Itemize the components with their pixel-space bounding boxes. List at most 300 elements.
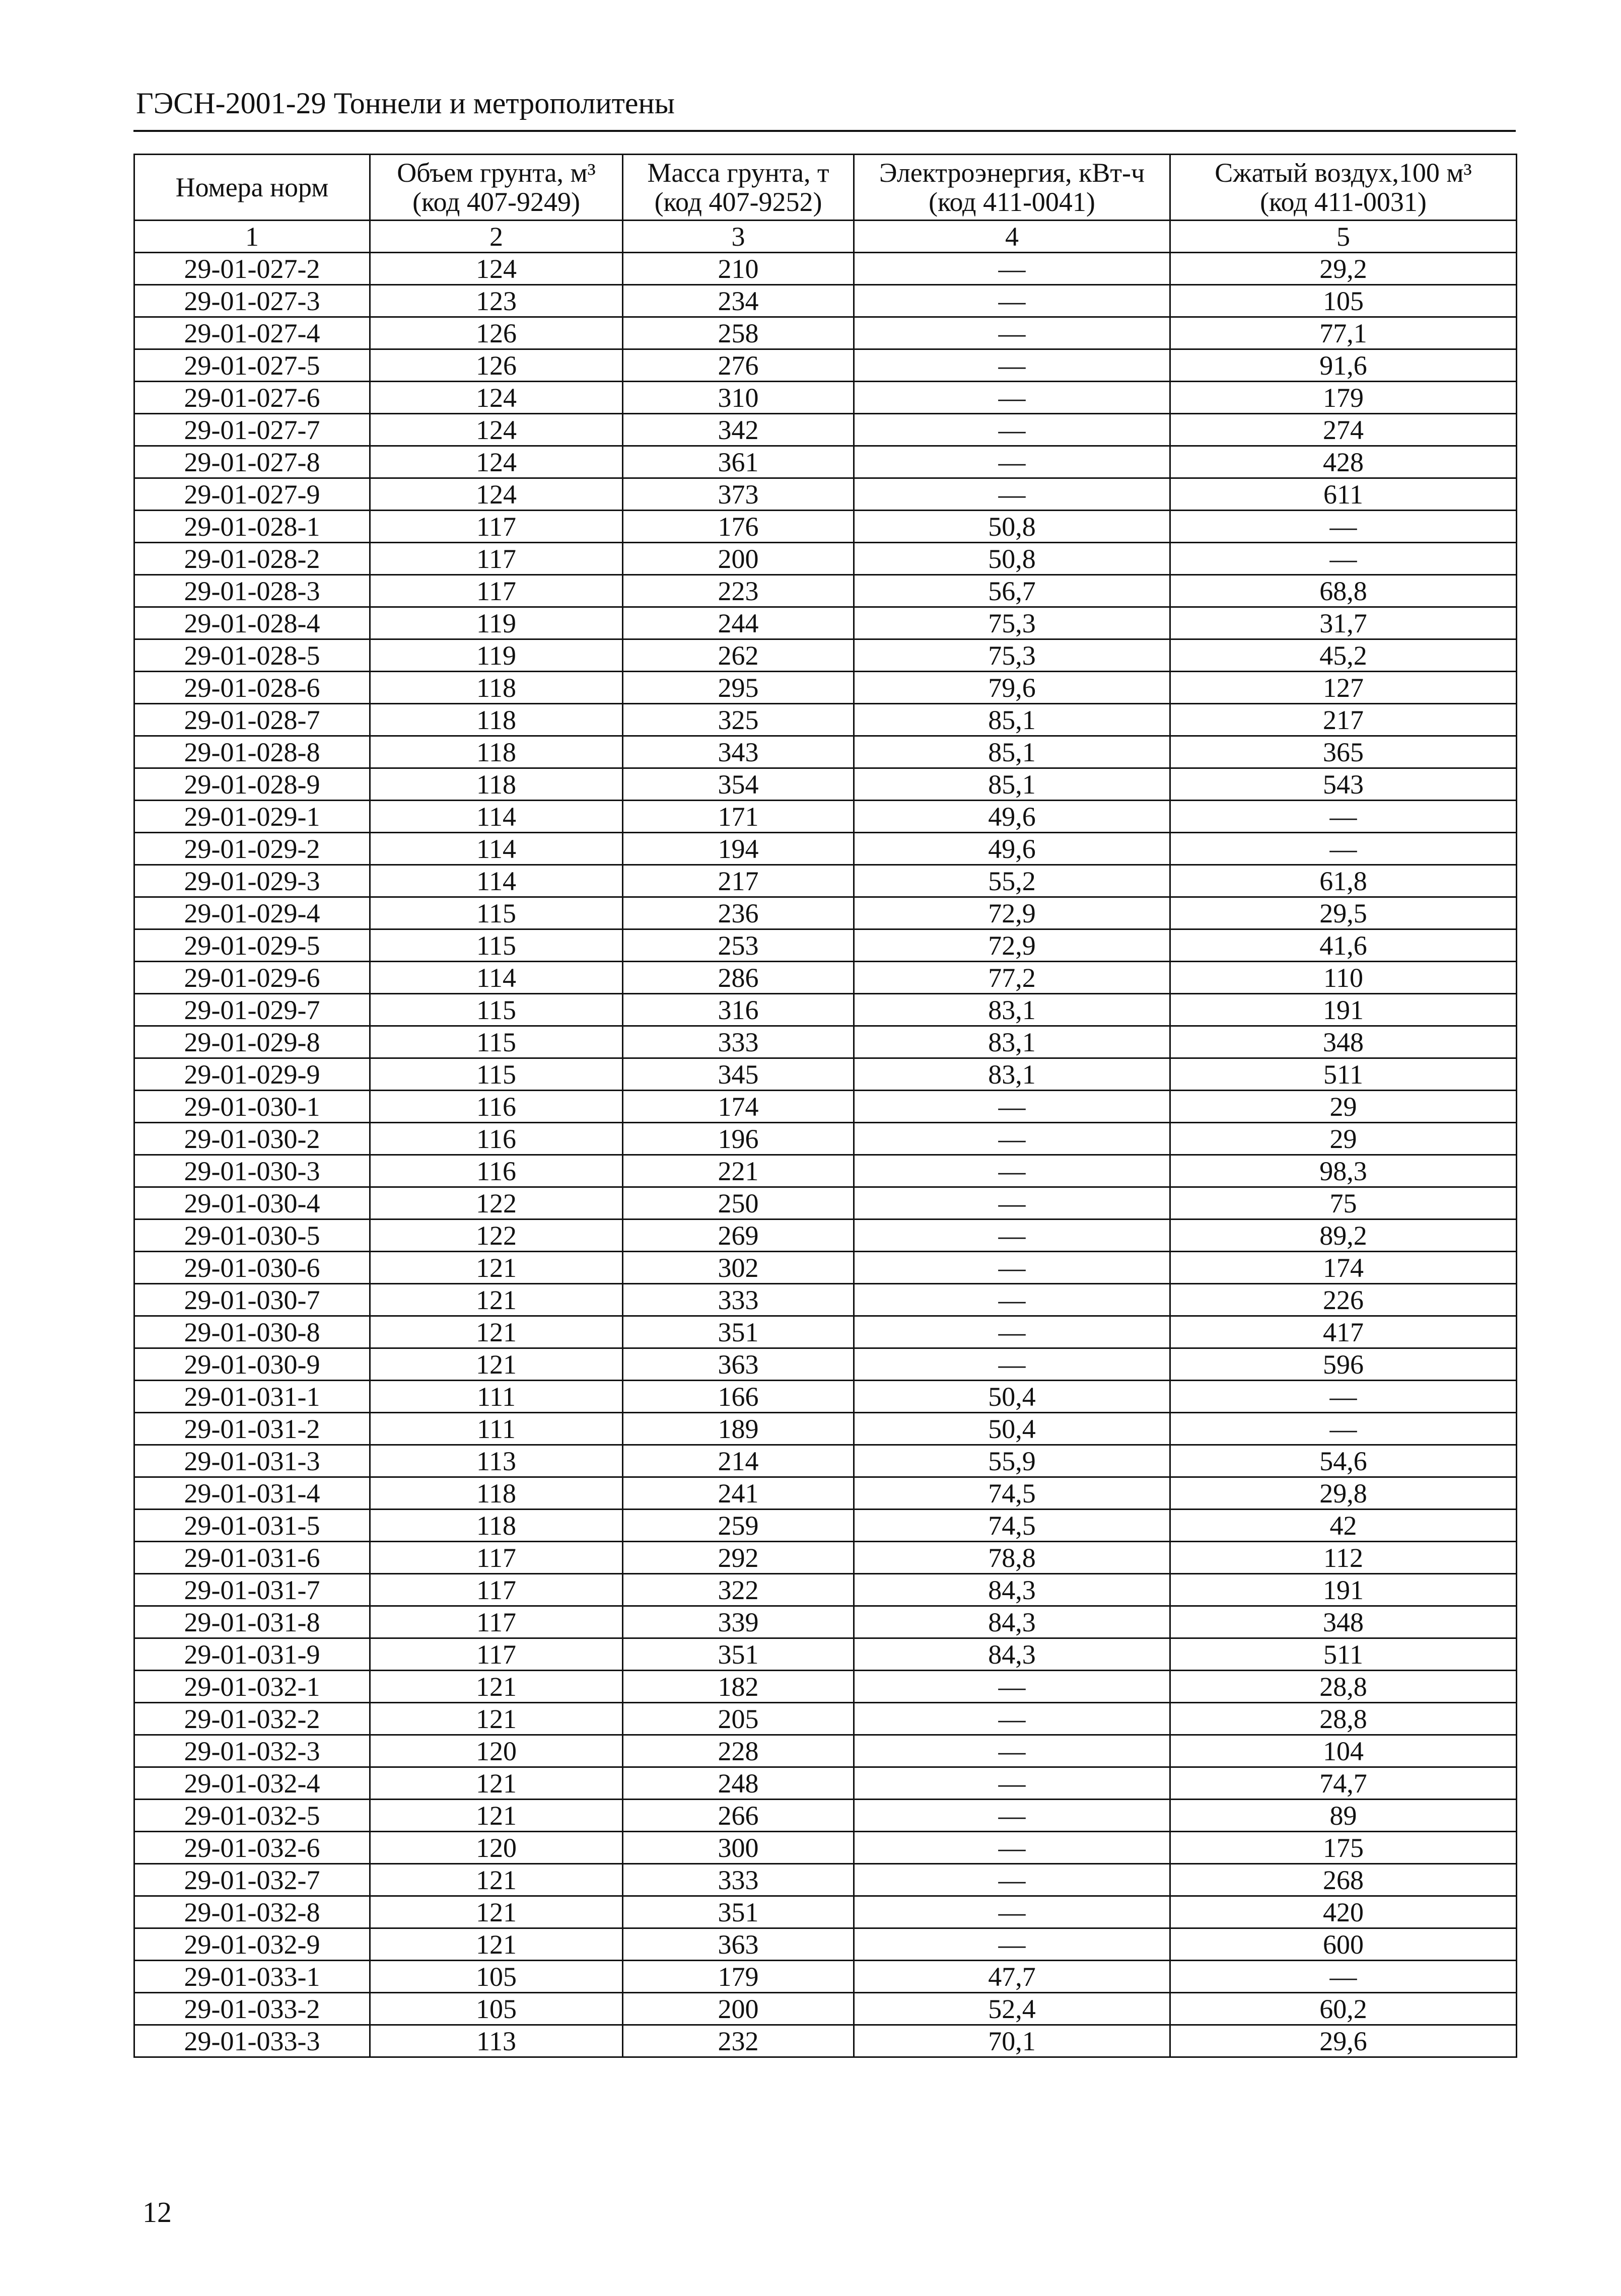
compressed-air-cell: 274	[1170, 414, 1517, 446]
norm-number-cell: 29-01-032-3	[134, 1735, 370, 1767]
soil-mass-cell: 351	[623, 1638, 854, 1671]
electricity-cell: 50,8	[854, 543, 1170, 575]
soil-mass-cell: 189	[623, 1413, 854, 1445]
compressed-air-cell: 42	[1170, 1510, 1517, 1542]
soil-mass-cell: 205	[623, 1703, 854, 1735]
electricity-cell: —	[854, 1316, 1170, 1348]
norm-number-cell: 29-01-028-1	[134, 511, 370, 543]
compressed-air-cell: 191	[1170, 1574, 1517, 1606]
compressed-air-cell: 77,1	[1170, 317, 1517, 349]
soil-volume-cell: 122	[370, 1187, 623, 1219]
norm-number-cell: 29-01-029-7	[134, 994, 370, 1026]
electricity-cell: —	[854, 1671, 1170, 1703]
soil-volume-cell: 122	[370, 1219, 623, 1252]
norm-number-cell: 29-01-032-4	[134, 1767, 370, 1800]
compressed-air-cell: 348	[1170, 1606, 1517, 1638]
compressed-air-cell: —	[1170, 1381, 1517, 1413]
soil-volume-cell: 115	[370, 1026, 623, 1058]
table-row	[134, 1993, 1517, 2025]
norms-table	[133, 154, 1517, 2058]
column-header-line1: Объем грунта, м³	[397, 157, 596, 188]
compressed-air-cell: 29,6	[1170, 2025, 1517, 2057]
soil-volume-cell: 114	[370, 865, 623, 897]
norm-number-cell: 29-01-032-2	[134, 1703, 370, 1735]
norm-number-cell: 29-01-030-4	[134, 1187, 370, 1219]
table-row	[134, 1510, 1517, 1542]
column-number: 2	[370, 221, 623, 253]
electricity-cell: 52,4	[854, 1993, 1170, 2025]
norm-number-cell: 29-01-031-8	[134, 1606, 370, 1638]
compressed-air-cell: 91,6	[1170, 349, 1517, 382]
compressed-air-cell: 179	[1170, 382, 1517, 414]
soil-mass-cell: 250	[623, 1187, 854, 1219]
compressed-air-cell: 417	[1170, 1316, 1517, 1348]
soil-volume-cell: 121	[370, 1316, 623, 1348]
soil-volume-cell: 114	[370, 962, 623, 994]
norm-number-cell: 29-01-032-9	[134, 1928, 370, 1961]
compressed-air-cell: 75	[1170, 1187, 1517, 1219]
compressed-air-cell: —	[1170, 1413, 1517, 1445]
soil-volume-cell: 111	[370, 1381, 623, 1413]
norm-number-cell: 29-01-031-1	[134, 1381, 370, 1413]
norm-number-cell: 29-01-030-5	[134, 1219, 370, 1252]
electricity-cell: 78,8	[854, 1542, 1170, 1574]
compressed-air-cell: 89	[1170, 1800, 1517, 1832]
soil-volume-cell: 120	[370, 1832, 623, 1864]
table-row	[134, 1058, 1517, 1091]
compressed-air-cell: 29	[1170, 1123, 1517, 1155]
compressed-air-cell: 28,8	[1170, 1671, 1517, 1703]
table-row	[134, 1735, 1517, 1767]
soil-mass-cell: 262	[623, 639, 854, 672]
compressed-air-cell: —	[1170, 543, 1517, 575]
soil-mass-cell: 179	[623, 1961, 854, 1993]
electricity-cell: —	[854, 1735, 1170, 1767]
compressed-air-cell: 28,8	[1170, 1703, 1517, 1735]
norm-number-cell: 29-01-033-1	[134, 1961, 370, 1993]
soil-mass-cell: 333	[623, 1864, 854, 1896]
electricity-cell: 79,6	[854, 672, 1170, 704]
soil-volume-cell: 114	[370, 833, 623, 865]
table-row	[134, 1928, 1517, 1961]
soil-volume-cell: 117	[370, 1638, 623, 1671]
column-number: 3	[623, 221, 854, 253]
electricity-cell: 74,5	[854, 1477, 1170, 1510]
soil-mass-cell: 333	[623, 1026, 854, 1058]
norm-number-cell: 29-01-029-3	[134, 865, 370, 897]
table-row	[134, 1638, 1517, 1671]
table-row	[134, 1219, 1517, 1252]
column-header-line1: Электроэнергия, кВт-ч	[879, 157, 1145, 188]
norm-number-cell: 29-01-031-9	[134, 1638, 370, 1671]
electricity-cell: 83,1	[854, 1026, 1170, 1058]
column-number: 1	[134, 221, 370, 253]
table-row	[134, 1348, 1517, 1381]
electricity-cell: —	[854, 478, 1170, 511]
table-row	[134, 543, 1517, 575]
electricity-cell: 47,7	[854, 1961, 1170, 1993]
soil-mass-cell: 166	[623, 1381, 854, 1413]
compressed-air-cell: —	[1170, 801, 1517, 833]
table-row	[134, 801, 1517, 833]
soil-mass-cell: 210	[623, 253, 854, 285]
soil-mass-cell: 325	[623, 704, 854, 736]
soil-mass-cell: 276	[623, 349, 854, 382]
soil-volume-cell: 117	[370, 511, 623, 543]
soil-volume-cell: 124	[370, 446, 623, 478]
electricity-cell: —	[854, 1864, 1170, 1896]
compressed-air-cell: 596	[1170, 1348, 1517, 1381]
table-row	[134, 317, 1517, 349]
norm-number-cell: 29-01-029-5	[134, 929, 370, 962]
norm-number-cell: 29-01-033-2	[134, 1993, 370, 2025]
soil-mass-cell: 259	[623, 1510, 854, 1542]
norm-number-cell: 29-01-028-4	[134, 607, 370, 639]
electricity-cell: —	[854, 1767, 1170, 1800]
electricity-cell: 49,6	[854, 833, 1170, 865]
compressed-air-cell: 104	[1170, 1735, 1517, 1767]
table-row	[134, 607, 1517, 639]
compressed-air-cell: 60,2	[1170, 1993, 1517, 2025]
soil-mass-cell: 176	[623, 511, 854, 543]
compressed-air-cell: 191	[1170, 994, 1517, 1026]
norm-number-cell: 29-01-030-2	[134, 1123, 370, 1155]
table-row	[134, 1381, 1517, 1413]
electricity-cell: —	[854, 1832, 1170, 1864]
column-header	[370, 155, 623, 221]
compressed-air-cell: 511	[1170, 1058, 1517, 1091]
table-row	[134, 929, 1517, 962]
soil-volume-cell: 105	[370, 1961, 623, 1993]
soil-mass-cell: 292	[623, 1542, 854, 1574]
table-row	[134, 1284, 1517, 1316]
compressed-air-cell: 41,6	[1170, 929, 1517, 962]
compressed-air-cell: 61,8	[1170, 865, 1517, 897]
electricity-cell: 55,2	[854, 865, 1170, 897]
compressed-air-cell: 511	[1170, 1638, 1517, 1671]
compressed-air-cell: 348	[1170, 1026, 1517, 1058]
table-row	[134, 736, 1517, 768]
norm-number-cell: 29-01-030-9	[134, 1348, 370, 1381]
table-row	[134, 446, 1517, 478]
header-rule	[133, 130, 1516, 132]
soil-mass-cell: 361	[623, 446, 854, 478]
norm-number-cell: 29-01-031-2	[134, 1413, 370, 1445]
norm-number-cell: 29-01-031-3	[134, 1445, 370, 1477]
column-header	[623, 155, 854, 221]
soil-mass-cell: 228	[623, 1735, 854, 1767]
soil-volume-cell: 115	[370, 1058, 623, 1091]
norm-number-cell: 29-01-030-6	[134, 1252, 370, 1284]
norm-number-cell: 29-01-027-3	[134, 285, 370, 317]
compressed-air-cell: 420	[1170, 1896, 1517, 1928]
compressed-air-cell: —	[1170, 511, 1517, 543]
column-number: 4	[854, 221, 1170, 253]
electricity-cell: 50,4	[854, 1381, 1170, 1413]
soil-mass-cell: 310	[623, 382, 854, 414]
column-header-line1: Сжатый воздух,100 м³	[1215, 157, 1472, 188]
electricity-cell: —	[854, 1091, 1170, 1123]
soil-mass-cell: 345	[623, 1058, 854, 1091]
compressed-air-cell: 29,8	[1170, 1477, 1517, 1510]
table-row	[134, 1800, 1517, 1832]
soil-volume-cell: 118	[370, 704, 623, 736]
electricity-cell: —	[854, 1928, 1170, 1961]
compressed-air-cell: 428	[1170, 446, 1517, 478]
compressed-air-cell: 112	[1170, 1542, 1517, 1574]
table-row	[134, 285, 1517, 317]
table-row	[134, 1767, 1517, 1800]
norm-number-cell: 29-01-029-9	[134, 1058, 370, 1091]
norm-number-cell: 29-01-029-8	[134, 1026, 370, 1058]
column-header-line1: Номера норм	[175, 172, 329, 202]
norm-number-cell: 29-01-027-2	[134, 253, 370, 285]
soil-mass-cell: 351	[623, 1316, 854, 1348]
norm-number-cell: 29-01-029-4	[134, 897, 370, 929]
table-row	[134, 962, 1517, 994]
soil-volume-cell: 123	[370, 285, 623, 317]
soil-volume-cell: 119	[370, 639, 623, 672]
soil-mass-cell: 174	[623, 1091, 854, 1123]
compressed-air-cell: 31,7	[1170, 607, 1517, 639]
compressed-air-cell: 543	[1170, 768, 1517, 801]
soil-volume-cell: 121	[370, 1767, 623, 1800]
soil-mass-cell: 351	[623, 1896, 854, 1928]
soil-volume-cell: 126	[370, 349, 623, 382]
electricity-cell: —	[854, 317, 1170, 349]
soil-mass-cell: 194	[623, 833, 854, 865]
table-row	[134, 253, 1517, 285]
table-body	[134, 253, 1517, 2057]
soil-volume-cell: 124	[370, 414, 623, 446]
soil-mass-cell: 248	[623, 1767, 854, 1800]
electricity-cell: 85,1	[854, 704, 1170, 736]
compressed-air-cell: 89,2	[1170, 1219, 1517, 1252]
soil-mass-cell: 269	[623, 1219, 854, 1252]
norm-number-cell: 29-01-029-1	[134, 801, 370, 833]
soil-volume-cell: 116	[370, 1123, 623, 1155]
norm-number-cell: 29-01-031-4	[134, 1477, 370, 1510]
compressed-air-cell: 68,8	[1170, 575, 1517, 607]
electricity-cell: —	[854, 446, 1170, 478]
norm-number-cell: 29-01-032-1	[134, 1671, 370, 1703]
soil-volume-cell: 121	[370, 1252, 623, 1284]
soil-mass-cell: 241	[623, 1477, 854, 1510]
electricity-cell: 70,1	[854, 2025, 1170, 2057]
soil-volume-cell: 113	[370, 2025, 623, 2057]
norm-number-cell: 29-01-027-5	[134, 349, 370, 382]
soil-mass-cell: 171	[623, 801, 854, 833]
soil-volume-cell: 117	[370, 1574, 623, 1606]
table-row	[134, 1026, 1517, 1058]
electricity-cell: —	[854, 414, 1170, 446]
table-row	[134, 1606, 1517, 1638]
soil-volume-cell: 121	[370, 1800, 623, 1832]
electricity-cell: 75,3	[854, 639, 1170, 672]
table-row	[134, 1155, 1517, 1187]
soil-mass-cell: 253	[623, 929, 854, 962]
norm-number-cell: 29-01-027-8	[134, 446, 370, 478]
table-row	[134, 1574, 1517, 1606]
norm-number-cell: 29-01-027-7	[134, 414, 370, 446]
soil-mass-cell: 302	[623, 1252, 854, 1284]
table-row	[134, 865, 1517, 897]
column-header-line2: (код 411-0031)	[1260, 187, 1427, 217]
table-row	[134, 2025, 1517, 2057]
soil-volume-cell: 113	[370, 1445, 623, 1477]
soil-mass-cell: 333	[623, 1284, 854, 1316]
norm-number-cell: 29-01-027-4	[134, 317, 370, 349]
compressed-air-cell: —	[1170, 1961, 1517, 1993]
norm-number-cell: 29-01-028-8	[134, 736, 370, 768]
soil-mass-cell: 196	[623, 1123, 854, 1155]
electricity-cell: 72,9	[854, 897, 1170, 929]
compressed-air-cell: 98,3	[1170, 1155, 1517, 1187]
compressed-air-cell: 175	[1170, 1832, 1517, 1864]
table-row	[134, 994, 1517, 1026]
soil-mass-cell: 373	[623, 478, 854, 511]
table-row	[134, 478, 1517, 511]
electricity-cell: 72,9	[854, 929, 1170, 962]
soil-volume-cell: 117	[370, 543, 623, 575]
soil-volume-cell: 117	[370, 1542, 623, 1574]
electricity-cell: —	[854, 1219, 1170, 1252]
norm-number-cell: 29-01-029-6	[134, 962, 370, 994]
electricity-cell: —	[854, 349, 1170, 382]
compressed-air-cell: 74,7	[1170, 1767, 1517, 1800]
table-row	[134, 1896, 1517, 1928]
table-header-row	[134, 155, 1517, 221]
electricity-cell: 49,6	[854, 801, 1170, 833]
soil-volume-cell: 116	[370, 1155, 623, 1187]
table-row	[134, 639, 1517, 672]
soil-volume-cell: 105	[370, 1993, 623, 2025]
soil-mass-cell: 339	[623, 1606, 854, 1638]
compressed-air-cell: 45,2	[1170, 639, 1517, 672]
norm-number-cell: 29-01-030-3	[134, 1155, 370, 1187]
table-row	[134, 349, 1517, 382]
table-row	[134, 1187, 1517, 1219]
soil-mass-cell: 217	[623, 865, 854, 897]
table-row	[134, 704, 1517, 736]
norm-number-cell: 29-01-032-5	[134, 1800, 370, 1832]
table-row	[134, 414, 1517, 446]
soil-mass-cell: 200	[623, 543, 854, 575]
electricity-cell: —	[854, 1284, 1170, 1316]
norm-number-cell: 29-01-029-2	[134, 833, 370, 865]
norm-number-cell: 29-01-030-7	[134, 1284, 370, 1316]
compressed-air-cell: 611	[1170, 478, 1517, 511]
soil-mass-cell: 363	[623, 1928, 854, 1961]
soil-mass-cell: 363	[623, 1348, 854, 1381]
compressed-air-cell: 226	[1170, 1284, 1517, 1316]
norm-number-cell: 29-01-030-1	[134, 1091, 370, 1123]
electricity-cell: 55,9	[854, 1445, 1170, 1477]
soil-mass-cell: 343	[623, 736, 854, 768]
column-header-line2: (код 411-0041)	[929, 187, 1095, 217]
soil-mass-cell: 322	[623, 1574, 854, 1606]
electricity-cell: 83,1	[854, 994, 1170, 1026]
norm-number-cell: 29-01-027-6	[134, 382, 370, 414]
table-row	[134, 511, 1517, 543]
norm-number-cell: 29-01-028-9	[134, 768, 370, 801]
compressed-air-cell: 174	[1170, 1252, 1517, 1284]
table-row	[134, 1477, 1517, 1510]
table-row	[134, 1091, 1517, 1123]
compressed-air-cell: 105	[1170, 285, 1517, 317]
table-row	[134, 1864, 1517, 1896]
soil-volume-cell: 115	[370, 929, 623, 962]
soil-mass-cell: 258	[623, 317, 854, 349]
soil-mass-cell: 354	[623, 768, 854, 801]
table-row	[134, 1542, 1517, 1574]
electricity-cell: 50,8	[854, 511, 1170, 543]
column-header-line2: (код 407-9252)	[654, 187, 822, 217]
soil-mass-cell: 234	[623, 285, 854, 317]
electricity-cell: 83,1	[854, 1058, 1170, 1091]
norm-number-cell: 29-01-032-8	[134, 1896, 370, 1928]
electricity-cell: 84,3	[854, 1638, 1170, 1671]
soil-volume-cell: 118	[370, 736, 623, 768]
soil-volume-cell: 120	[370, 1735, 623, 1767]
column-header	[134, 155, 370, 221]
soil-mass-cell: 223	[623, 575, 854, 607]
electricity-cell: 74,5	[854, 1510, 1170, 1542]
norm-number-cell: 29-01-028-6	[134, 672, 370, 704]
soil-volume-cell: 124	[370, 253, 623, 285]
soil-volume-cell: 116	[370, 1091, 623, 1123]
soil-mass-cell: 200	[623, 1993, 854, 2025]
table-row	[134, 575, 1517, 607]
table-row	[134, 1316, 1517, 1348]
norm-number-cell: 29-01-027-9	[134, 478, 370, 511]
electricity-cell: 56,7	[854, 575, 1170, 607]
compressed-air-cell: 29,5	[1170, 897, 1517, 929]
norm-number-cell: 29-01-028-7	[134, 704, 370, 736]
soil-mass-cell: 214	[623, 1445, 854, 1477]
column-header-line2: (код 407-9249)	[412, 187, 580, 217]
norm-number-cell: 29-01-028-3	[134, 575, 370, 607]
norm-number-cell: 29-01-031-5	[134, 1510, 370, 1542]
table-row	[134, 672, 1517, 704]
electricity-cell: 75,3	[854, 607, 1170, 639]
soil-volume-cell: 117	[370, 1606, 623, 1638]
soil-mass-cell: 232	[623, 2025, 854, 2057]
soil-volume-cell: 121	[370, 1703, 623, 1735]
table-row	[134, 768, 1517, 801]
electricity-cell: —	[854, 1348, 1170, 1381]
compressed-air-cell: 29,2	[1170, 253, 1517, 285]
norm-number-cell: 29-01-032-7	[134, 1864, 370, 1896]
table-row	[134, 1671, 1517, 1703]
electricity-cell: —	[854, 1896, 1170, 1928]
soil-volume-cell: 115	[370, 897, 623, 929]
electricity-cell: —	[854, 253, 1170, 285]
table-row	[134, 1961, 1517, 1993]
norm-number-cell: 29-01-028-5	[134, 639, 370, 672]
soil-volume-cell: 126	[370, 317, 623, 349]
norm-number-cell: 29-01-028-2	[134, 543, 370, 575]
soil-volume-cell: 124	[370, 382, 623, 414]
electricity-cell: 84,3	[854, 1574, 1170, 1606]
soil-volume-cell: 118	[370, 672, 623, 704]
soil-volume-cell: 115	[370, 994, 623, 1026]
table-row	[134, 1832, 1517, 1864]
electricity-cell: —	[854, 1187, 1170, 1219]
column-header	[854, 155, 1170, 221]
column-header	[1170, 155, 1517, 221]
soil-volume-cell: 121	[370, 1928, 623, 1961]
